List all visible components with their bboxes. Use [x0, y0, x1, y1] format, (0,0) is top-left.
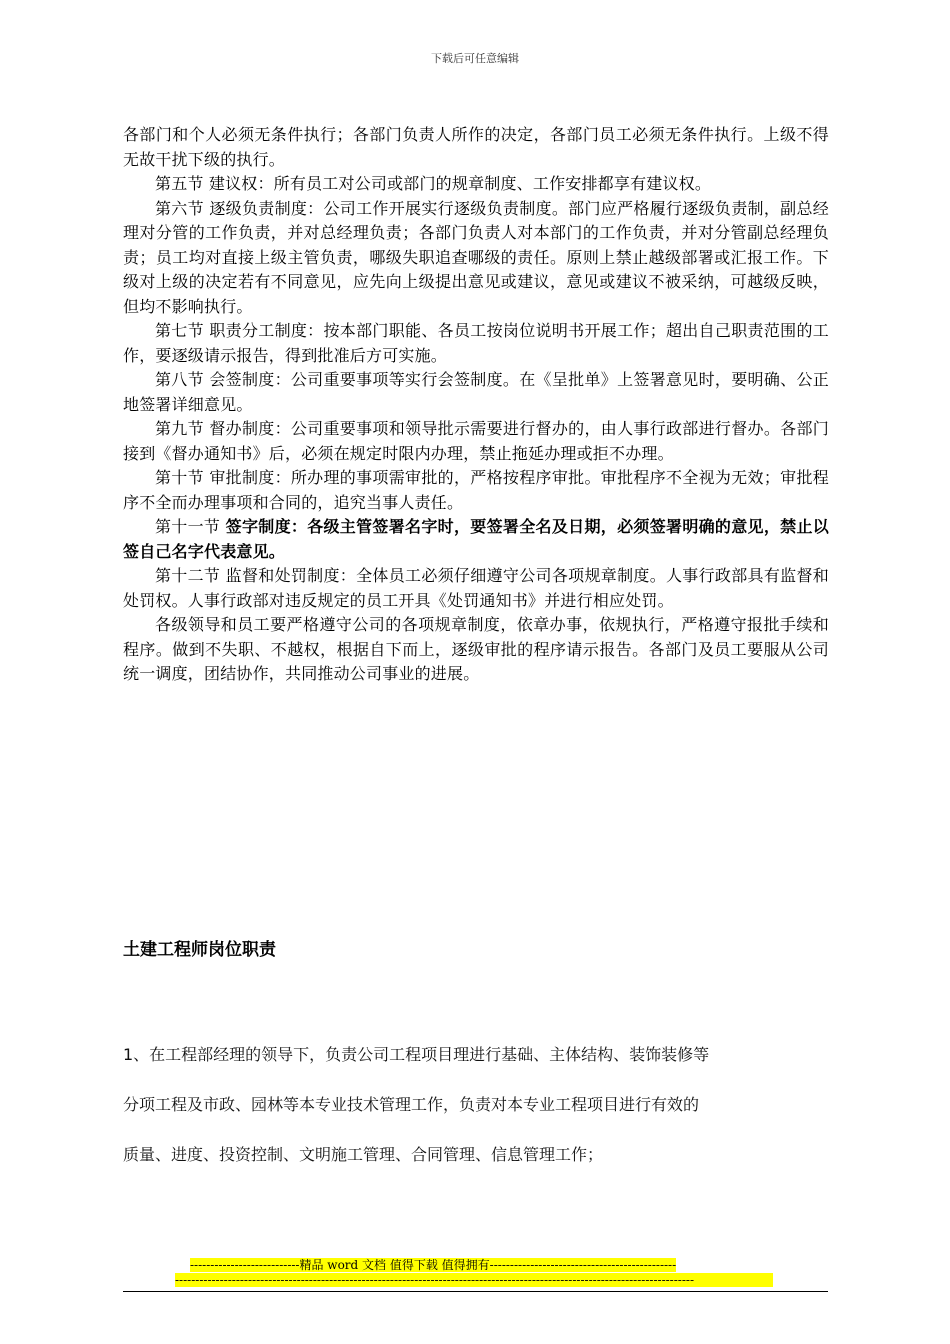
paragraph: 第八节 会签制度：公司重要事项等实行会签制度。在《呈批单》上签署意见时，要明确、公正地签署详细意见。: [123, 370, 829, 414]
paragraph: 各部门和个人必须无条件执行；各部门负责人所作的决定，各部门员工必须无条件执行。上级不得无故干扰下级的执行。: [123, 125, 829, 169]
paragraph: 第六节 逐级负责制度：公司工作开展实行逐级负责制度。部门应严格履行逐级负责制，副总经理对分管的工作负责，并对总经理负责；各部门负责人对本部门的工作负责，并对分管副总经理负责；员工均对直接上级主管负责，哪级失职追查哪级的责任。原则上禁止越级部署或汇报工作。下级对上级的决定若有不同意见，应先向上级提出意见或建议，意见或建议不被采纳，可越级反映，但均不影响执行。: [123, 198, 829, 316]
footer-banner: ---------------------------精品 word 文档 值得下载 值得拥有----------------------------------------------: [190, 1258, 677, 1272]
section-title: 土建工程师岗位职责: [123, 940, 276, 960]
duty-line: 分项工程及市政、园林等本专业技术管理工作，负责对本专业工程项目进行有效的: [123, 1095, 700, 1114]
duty-line: 1、在工程部经理的领导下，负责公司工程项目理进行基础、主体结构、装饰装修等: [123, 1045, 710, 1064]
bold-text: 签字制度：各级主管签署名字时，要签署全名及日期，必须签署明确的意见，禁止以签自己名字代表意见。: [123, 517, 829, 561]
page-header: 下载后可任意编辑: [431, 52, 519, 65]
section-lead: 第十一节: [155, 517, 226, 536]
paragraph: 第五节 建议权：所有员工对公司或部门的规章制度、工作安排都享有建议权。: [155, 174, 712, 193]
document-body: [123, 123, 829, 687]
duty-item: [123, 1030, 843, 1180]
paragraph: 第十节 审批制度：所办理的事项需审批的，严格按程序审批。审批程序不全视为无效；审批程序不全而办理事项和合同的，追究当事人责任。: [123, 468, 829, 512]
paragraph: [123, 515, 829, 564]
footer-dashes: --------------------------------------------------------------------------------------------------------------------------------: [175, 1273, 773, 1287]
paragraph: 第九节 督办制度：公司重要事项和领导批示需要进行督办的，由人事行政部进行督办。各部门接到《督办通知书》后，必须在规定时限内办理，禁止拖延办理或拒不办理。: [123, 419, 829, 463]
duty-line: 质量、进度、投资控制、文明施工管理、合同管理、信息管理工作；: [123, 1145, 604, 1164]
footer-rule: [123, 1291, 828, 1292]
paragraph: 各级领导和员工要严格遵守公司的各项规章制度，依章办事，依规执行，严格遵守报批手续和程序。做到不失职、不越权，根据自下而上，逐级审批的程序请示报告。各部门及员工要服从公司统一调度，团结协作，共同推动公司事业的进展。: [123, 615, 829, 683]
paragraph: 第七节 职责分工制度：按本部门职能、各员工按岗位说明书开展工作；超出自己职责范围的工作，要逐级请示报告，得到批准后方可实施。: [123, 321, 829, 365]
paragraph: 第十二节 监督和处罚制度：全体员工必须仔细遵守公司各项规章制度。人事行政部具有监督和处罚权。人事行政部对违反规定的员工开具《处罚通知书》并进行相应处罚。: [123, 566, 829, 610]
